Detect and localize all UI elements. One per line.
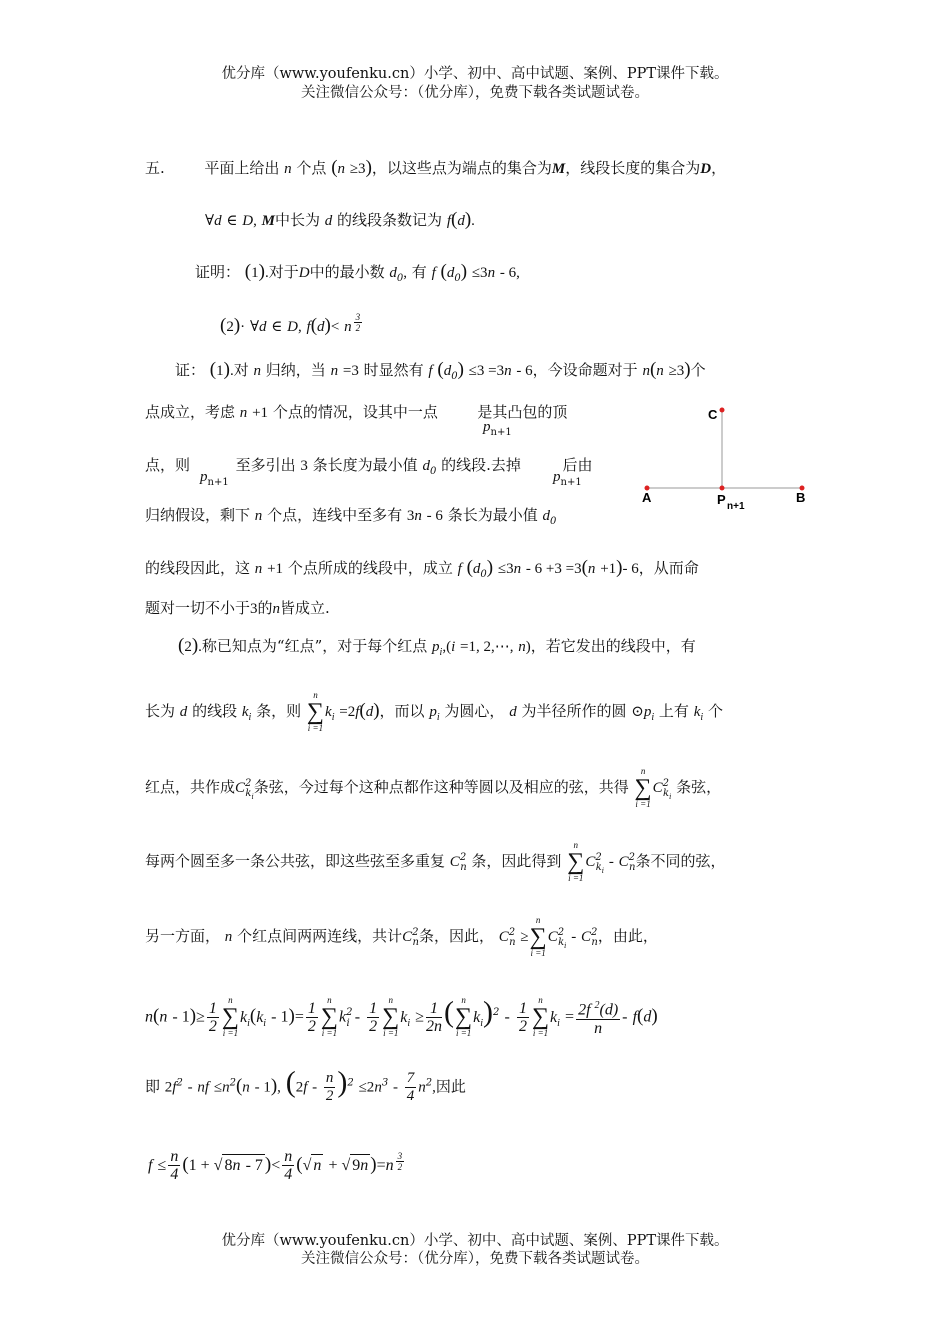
- proof-p-n1-b: $p_{n+1}$: [200, 469, 229, 488]
- label-c: C: [708, 407, 718, 422]
- claim-line-1: 证明： (1).对于D中的最小数 $d_0$, 有 f $(d_0) \le 3n - 6$,: [195, 261, 520, 284]
- proof2-line-3: 红点，共作成$C^2_{k_i}$条弦，今过每个这种点都作这种等圆以及相应的弦，共得 n ∑ i =1 $C^2_{k_i}$ 条弦，: [145, 766, 722, 809]
- proof-line-5: 的线段因此，这 n +1 个点所成的线段中，成立 f $(d_0) \le 3n - 6 +3 =3(n +1)-$ 6，从而命: [145, 557, 699, 580]
- proof2-line-2: 长为 d 的线段 $k_i$ 条，则 n ∑ i =1 $k_i =2f(d)$，而以 $p_i$ 为圆心， d 为半径所作的圆 $⊙p_i$ 上有 $k_i$ 个: [145, 690, 723, 733]
- proof-line-4: 归纳假设，剩下 n 个点，连线中至多有 3n - 6 条长为最小值 $d_0$: [145, 506, 557, 527]
- label-a: A: [642, 490, 652, 505]
- proof2-line-4: 每两个圆至多一条公共弦，即这些弦至多重复 $C^2_n$ 条，因此得到 n ∑ i =1 $C^2_{k_i} - C^2_n$条不同的弦，: [145, 840, 726, 883]
- point-p: [720, 486, 725, 491]
- header-line-1: 优分库（www.youfenku.cn）小学、初中、高中试题、案例、PPT课件下载。: [221, 66, 729, 82]
- label-p-sub: n+1: [727, 501, 745, 512]
- proof-p-n1-c: $p_{n+1}$: [553, 469, 582, 488]
- proof2-inequality-chain: n(n - 1)≥ $\frac{1}{2}$ n ∑ i =1 $k_i(k_i - 1)=$ $\frac{1}{2}$ n ∑ i =1 $k^2_i$ - $\frac{1}{2}$ n ∑ i =1 $k_i$ ≥ $\frac{1}{2n}$ ( n ∑ i =1 $k_i)^2$ - $\frac{1}{2}$ n ∑ i =1 $k_i$ = $\frac{2f ^2(d)}{n}$ - f(d): [145, 995, 658, 1038]
- problem-number: 五.: [145, 159, 165, 177]
- proof-line-2: 点成立，考虑 n +1 个点的情况，设其中一点 是其凸包的顶: [145, 403, 568, 421]
- proof2-line-7: 即 $2f^2$ - nf $\le n^2(n - 1)$, (2f - $\frac{n}{2}$ )$^2 \le 2n^3$ - $\frac{7}{4}$ $n^2$,因此: [145, 1065, 466, 1104]
- footer-line-1: 优分库（www.youfenku.cn）小学、初中、高中试题、案例、PPT课件下载。: [221, 1233, 729, 1249]
- label-p: P: [717, 492, 726, 507]
- proof-line-1: 证： (1).对 n 归纳，当 n =3 时显然有 f $(d_0) \le 3 =3n - 6$，今设命题对于 n(n ≥3)个: [175, 359, 706, 382]
- problem-line-2: ∀d ∈ D, M中长为 d 的线段条数记为 f(d).: [205, 209, 475, 230]
- proof-line-3: 点，则 至多引出 3 条长度为最小值 $d_0$ 的线段.去掉 后由: [145, 456, 593, 477]
- proof2-line-1: (2).称已知点为“红点”，对于每个红点 $p_i,(i =1$, 2,⋯, n)，若它发出的线段中，有: [178, 635, 696, 658]
- geometry-figure: [630, 400, 820, 515]
- proof-p-n1-a: $p_{n+1}$: [483, 419, 512, 438]
- proof2-line-5: 另一方面， n 个红点间两两连线，共计$C^2_n$条，因此， $C^2_n$ ≥ n ∑ i =1 $C^2_{k_i} - C^2_n$，由此，: [145, 915, 658, 958]
- claim-line-2: (2)· ∀d ∈ D, f(d)< n $^{\frac{3}{2}}$: [220, 312, 361, 336]
- header-line-2: 关注微信公众号：（优分库），免费下载各类试题试卷。: [301, 85, 649, 101]
- point-c: [720, 408, 725, 413]
- footer-line-2: 关注微信公众号：（优分库），免费下载各类试题试卷。: [301, 1251, 649, 1267]
- problem-line-1: 五. 平面上给出 n 个点 (n ≥3)，以这些点为端点的集合为M，线段长度的集合为D，: [145, 157, 727, 178]
- label-b: B: [796, 490, 806, 505]
- proof-line-6: 题对一切不小于3的n皆成立.: [145, 599, 330, 617]
- proof2-final: f ≤ $\frac{n}{4}$ (1 + √ 8n - 7 )< $\frac{n}{4}$ (√ n + √ 9n )=n $^{\frac{3}{2}}$: [148, 1148, 403, 1183]
